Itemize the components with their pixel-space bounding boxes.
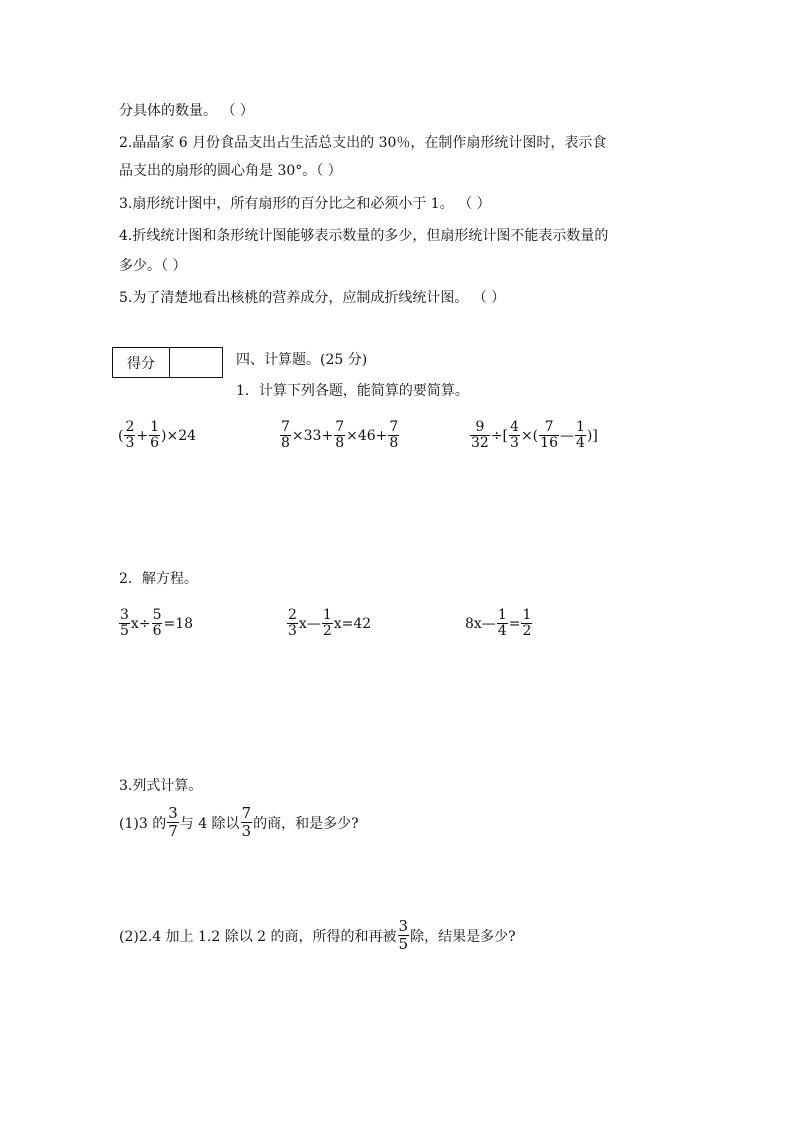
calc3-text4: )] [586, 427, 598, 444]
denominator: 7 [168, 822, 178, 840]
calc1-close: )×24 [161, 427, 197, 444]
eq2-text2: x=42 [333, 615, 372, 632]
numerator: 1 [322, 607, 332, 623]
denominator: 4 [575, 435, 585, 451]
calc1-plus: + [136, 427, 149, 444]
calc2-text2: ×46+ [346, 427, 388, 444]
section4-sub1: 1．计算下列各题，能简算的要简算。 [236, 383, 469, 399]
score-blank [170, 348, 222, 377]
calc2-text1: ×33+ [291, 427, 334, 444]
denominator: 3 [241, 822, 252, 840]
numerator: 1 [497, 607, 507, 623]
denominator: 4 [497, 623, 507, 639]
fraction [280, 420, 291, 451]
numerator: 7 [389, 419, 399, 435]
denominator: 8 [281, 435, 290, 451]
fraction [149, 420, 160, 451]
fraction [497, 608, 508, 639]
numerator: 1 [150, 419, 160, 435]
denominator: 3 [510, 435, 519, 451]
wp2-text0: (2)2.4 加上 1.2 除以 2 的商，所得的和再被 [119, 928, 397, 945]
fraction [470, 420, 490, 451]
fraction [241, 805, 253, 840]
calc-expression-2 [279, 420, 400, 451]
fraction [398, 918, 410, 953]
fraction [287, 608, 298, 639]
numerator: 1 [522, 607, 532, 623]
numerator: 2 [125, 419, 135, 435]
equation-1 [118, 608, 193, 639]
numerator: 2 [288, 607, 297, 623]
eq3-text1: = [508, 615, 521, 632]
wp1-text0: (1)3 的 [119, 815, 167, 832]
judge-q1-tail: 分具体的数量。 （ ） [119, 103, 254, 119]
judge-q4-line2: 多少。（ ） [119, 258, 187, 274]
numerator: 5 [152, 607, 162, 623]
calc3-text1: ÷[ [490, 427, 509, 444]
judge-q2-line1: 2.晶晶家 6 月份食品支出占生活总支出的 30％，在制作扇形统计图时，表示食 [119, 135, 607, 151]
wp2-text1: 除，结果是多少? [410, 928, 516, 945]
numerator: 7 [544, 419, 554, 435]
denominator: 32 [471, 435, 489, 451]
denominator: 2 [322, 623, 332, 639]
denominator: 8 [335, 435, 345, 451]
denominator: 2 [522, 623, 532, 639]
numerator: 7 [281, 419, 290, 435]
eq3-text0: 8x— [465, 615, 496, 632]
calc-expression-3 [469, 420, 598, 451]
denominator: 16 [540, 435, 558, 451]
denominator: 6 [150, 435, 160, 451]
judge-q4-line1: 4.折线统计图和条形统计图能够表示数量的多少，但扇形统计图不能表示数量的 [119, 228, 609, 244]
fraction [509, 420, 520, 451]
denominator: 8 [389, 435, 399, 451]
fraction [575, 420, 586, 451]
eq2-text1: x— [298, 615, 321, 632]
section4-title: 四、计算题。(25 分) [236, 352, 368, 368]
word-problem-1 [119, 805, 359, 840]
wp1-text1: 与 4 除以 [179, 815, 240, 832]
section4-sub3: 3.列式计算。 [119, 778, 203, 794]
fraction [388, 420, 399, 451]
numerator: 3 [120, 607, 129, 623]
judge-q5: 5.为了清楚地看出核桃的营养成分，应制成折线统计图。 （ ） [119, 290, 506, 306]
numerator: 3 [398, 917, 409, 935]
judge-q2-line2: 品支出的扇形的圆心角是 30°。（ ） [119, 163, 342, 179]
fraction [119, 608, 130, 639]
calc3-text2: ×( [520, 427, 539, 444]
wp1-text2: 的商，和是多少? [253, 815, 359, 832]
calc3-text3: — [559, 427, 574, 444]
calc-expression-1 [118, 420, 196, 451]
calc1-open: ( [118, 427, 124, 444]
numerator: 1 [575, 419, 585, 435]
section4-sub2: 2．解方程。 [119, 571, 198, 587]
word-problem-2 [119, 918, 516, 953]
fraction [521, 608, 532, 639]
denominator: 5 [398, 935, 409, 953]
judge-q3: 3.扇形统计图中，所有扇形的百分比之和必须小于 1。 （ ） [119, 196, 491, 212]
equation-2 [286, 608, 371, 639]
score-box [112, 347, 223, 378]
score-label: 得分 [113, 348, 170, 377]
fraction [152, 608, 163, 639]
fraction [167, 805, 179, 840]
denominator: 5 [120, 623, 129, 639]
numerator: 7 [241, 804, 252, 822]
denominator: 6 [152, 623, 162, 639]
numerator: 9 [475, 419, 485, 435]
fraction [539, 420, 559, 451]
fraction [322, 608, 333, 639]
denominator: 3 [288, 623, 297, 639]
equation-3 [465, 608, 533, 639]
numerator: 3 [168, 804, 178, 822]
eq1-text2: =18 [163, 615, 194, 632]
denominator: 3 [125, 435, 135, 451]
fraction [124, 420, 135, 451]
numerator: 4 [510, 419, 519, 435]
fraction [334, 420, 345, 451]
eq1-text1: x÷ [130, 615, 151, 632]
numerator: 7 [335, 419, 345, 435]
